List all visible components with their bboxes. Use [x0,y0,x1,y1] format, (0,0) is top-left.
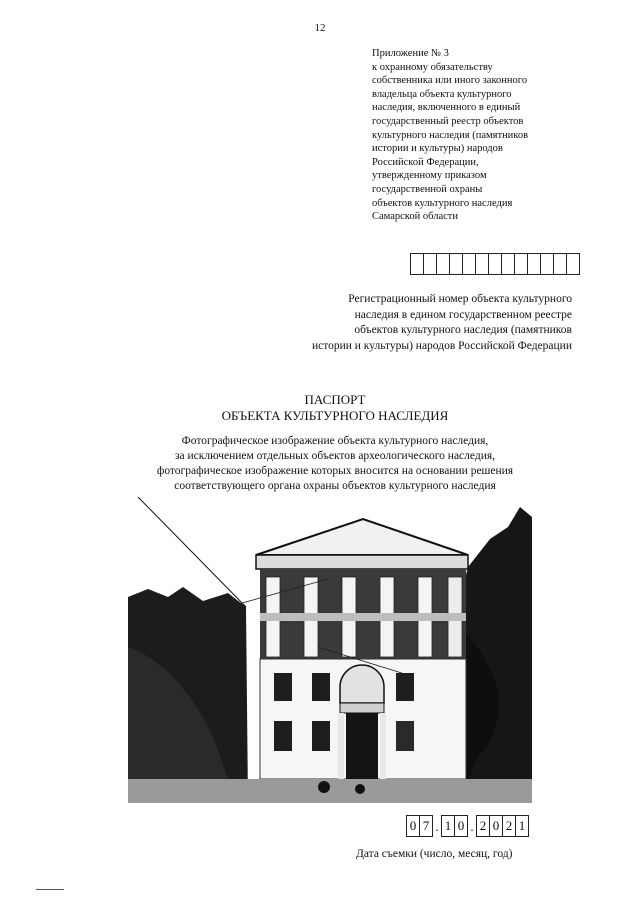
document-title: ПАСПОРТ [304,392,366,407]
registration-digit-box [475,253,488,275]
registration-digit-box [436,253,449,275]
building-photo [128,497,532,803]
date-digit: 2 [502,815,515,837]
registration-caption-line: наследия в едином государственном реестре [354,308,572,321]
appendix-line: к охранному обязательству [372,61,493,73]
registration-caption-line: объектов культурного наследия (памятников [354,324,572,336]
appendix-line: Российской Федерации, [372,156,479,168]
appendix-line: объектов культурного наследия [372,197,513,209]
date-separator: . [435,819,439,834]
photo-date-year [476,815,529,837]
date-separator: . [470,819,474,834]
date-digit: 1 [515,815,529,837]
registration-digit-box [527,253,540,275]
appendix-line: государственный реестр объектов [372,115,524,127]
appendix-line: наследия, включенного в единый [372,102,521,114]
photo-date-field [406,815,529,837]
date-digit: 0 [406,815,419,837]
appendix-note [372,47,622,224]
appendix-line: собственника или иного законного [372,75,528,87]
footer-rule [36,889,64,890]
appendix-line: Приложение № 3 [372,48,449,59]
registration-digit-box [514,253,527,275]
registration-caption-line: истории и культуры) народов Российской Федерации [311,339,572,352]
date-digit: 0 [489,815,502,837]
appendix-line: Самарской области [372,211,458,223]
registration-caption [280,292,572,354]
registration-digit-box [566,253,580,275]
registration-digit-box [410,253,423,275]
date-digit: 7 [419,815,433,837]
registration-digit-box [423,253,436,275]
appendix-line: государственной охраны [372,183,483,195]
photo-date-caption: Дата съемки (число, месяц, год) [356,848,513,860]
registration-digit-box [449,253,462,275]
photo-date-month [441,815,468,837]
date-digit: 0 [454,815,468,837]
appendix-line: утвержденному приказом [372,170,487,182]
date-digit: 1 [441,815,454,837]
photo-date-day [406,815,433,837]
page-number: 12 [314,22,326,34]
photo-caption [0,434,640,494]
photo-caption-line: Фотографическое изображение объекта культурного наследия, [181,435,489,447]
appendix-line: культурного наследия (памятников [372,129,529,141]
photo-caption-line: за исключением отдельных объектов археологического наследия, [174,450,496,462]
registration-digit-box [540,253,553,275]
registration-digit-box [462,253,475,275]
registration-digit-box [488,253,501,275]
registration-digit-box [553,253,566,275]
registration-number-boxes [410,253,580,275]
date-digit: 2 [476,815,489,837]
document-subtitle: ОБЪЕКТА КУЛЬТУРНОГО НАСЛЕДИЯ [221,408,449,423]
photo-caption-line: фотографическое изображение которых вносится на основании решения [156,465,514,477]
photo-caption-line: соответствующего органа охраны объектов культурного наследия [174,480,496,492]
registration-caption-line: Регистрационный номер объекта культурного [348,293,572,305]
appendix-line: владельца объекта культурного [372,88,512,100]
registration-digit-box [501,253,514,275]
appendix-line: истории и культуры) народов [372,143,503,155]
